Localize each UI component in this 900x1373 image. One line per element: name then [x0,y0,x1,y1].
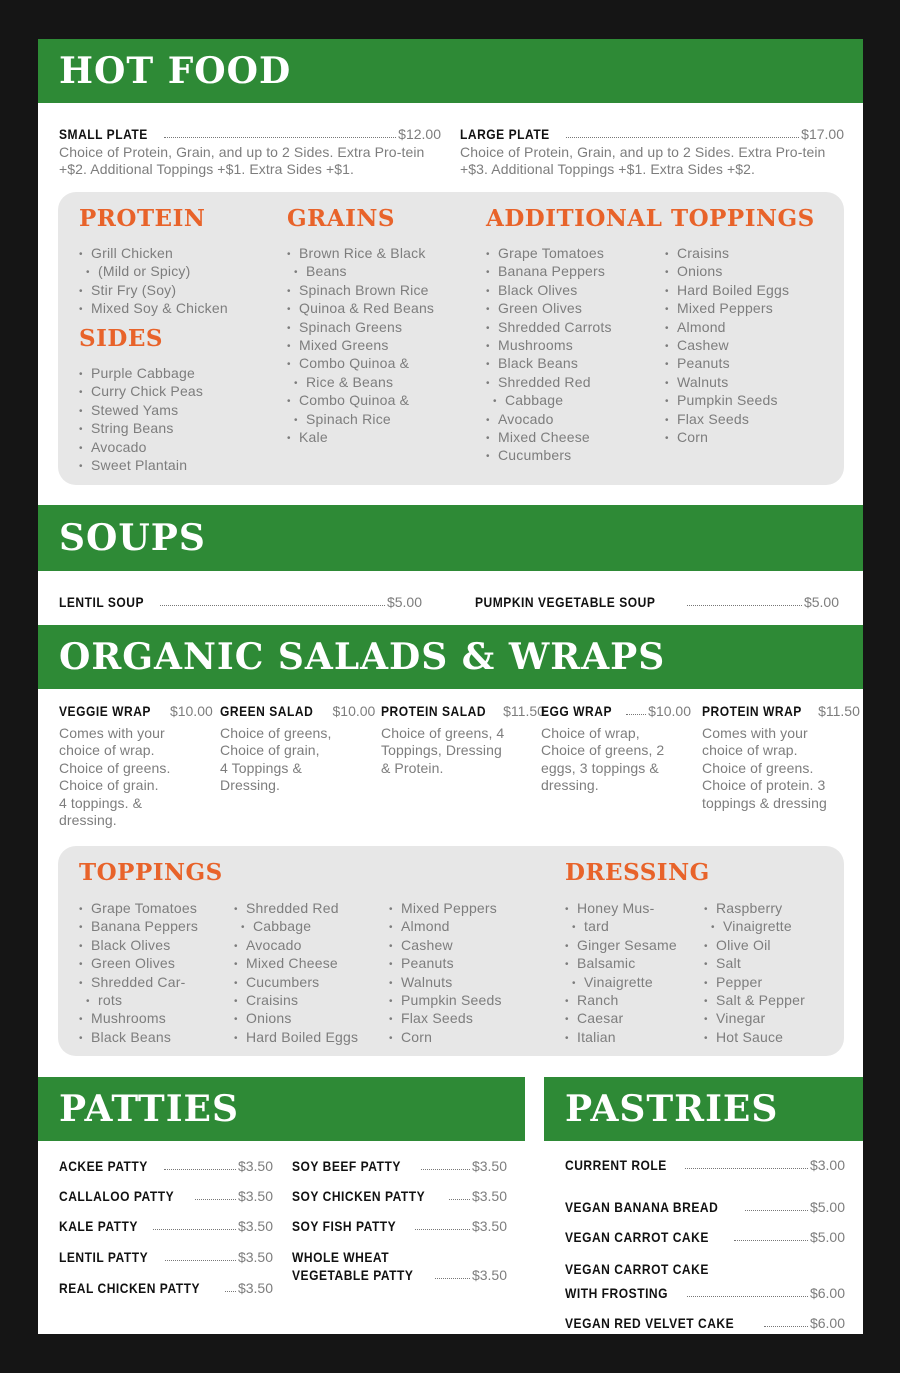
soy-beef-patty [292,1158,507,1174]
list-item: • Onions [665,263,835,281]
patty-name: SOY BEEF PATTY [292,1158,401,1174]
large-plate-price: $17.00 [801,126,844,142]
leader-dots [626,714,647,715]
additional-toppings-list-2 [665,245,835,447]
real-chicken-patty [59,1280,273,1296]
pastry-name: CURRENT ROLE [565,1157,667,1173]
patty-price: $3.50 [237,1158,273,1174]
patty-price: $3.50 [471,1218,507,1234]
list-item: • Hard Boiled Eggs [234,1029,384,1047]
protein-salad-name: PROTEIN SALAD [381,703,487,719]
protein-wrap-desc: Comes with your choice of wrap. Choice of greens. Choice of protein. 3 toppings & dressing [702,725,827,811]
list-item: • Black Olives [486,282,656,300]
whole-wheat-patty-line1 [292,1249,507,1265]
lentil-soup [59,594,422,610]
dressing-list-2 [704,900,839,1047]
list-item: • Cucumbers [486,447,656,465]
vegan-banana-bread [565,1199,845,1215]
list-item: • Italian [565,1029,695,1047]
small-plate-name: SMALL PLATE [59,126,148,142]
leader-dots [685,1168,808,1169]
callaloo-patty [59,1188,273,1204]
list-item: • Shredded Red [486,374,656,392]
pastry-name: VEGAN CARROT CAKE [565,1261,709,1277]
list-item: • Onions [234,1010,384,1028]
patty-name: CALLALOO PATTY [59,1188,175,1204]
list-item: • Avocado [234,937,384,955]
hot-food-title: HOT FOOD [59,50,292,92]
sides-title: SIDES [79,325,163,352]
list-item: • Spinach Rice [287,411,467,429]
leader-dots [164,1169,236,1170]
list-item: • Salt & Pepper [704,992,839,1010]
list-item: • Cabbage [234,918,384,936]
list-item: • Ginger Sesame [565,937,695,955]
list-item: • Salt [704,955,839,973]
list-item: • Shredded Carrots [486,319,656,337]
toppings-list-3 [389,900,539,1047]
soy-fish-patty [292,1218,507,1234]
veggie-wrap [59,703,213,719]
green-salad-desc: Choice of greens, Choice of grain, 4 Toppings & Dressing. [220,725,332,794]
large-plate [460,126,844,142]
leader-dots [734,1240,808,1241]
list-item: • Shredded Car- [79,974,229,992]
additional-toppings-list-1 [486,245,656,466]
list-item: • tard [565,918,695,936]
list-item: • Flax Seeds [665,411,835,429]
list-item: • Avocado [79,439,269,457]
egg-wrap-name: EGG WRAP [541,703,613,719]
leader-dots [195,1199,236,1200]
list-item: • Cucumbers [234,974,384,992]
green-salad-name: GREEN SALAD [220,703,314,719]
list-item: • Green Olives [486,300,656,318]
leader-dots [165,1260,236,1261]
list-item: • Mixed Cheese [234,955,384,973]
leader-dots [415,1229,470,1230]
list-item: • Curry Chick Peas [79,383,269,401]
pastries-title: PASTRIES [565,1088,779,1130]
leader-dots [449,1199,470,1200]
large-plate-desc: Choice of Protein, Grain, and up to 2 Sides. Extra Pro-tein +$3. Additional Toppings +$1. Extra Sides +$2. [460,144,826,178]
leader-dots [566,137,799,138]
patty-name: SOY CHICKEN PATTY [292,1188,426,1204]
patty-name: WHOLE WHEAT [292,1249,390,1265]
list-item: • Flax Seeds [389,1010,539,1028]
leader-dots [164,137,396,138]
list-item: • Corn [389,1029,539,1047]
protein-list [79,245,269,319]
list-item: • rots [79,992,229,1010]
patties-header [38,1077,525,1141]
list-item: • Peanuts [389,955,539,973]
pastry-price: $5.00 [809,1199,845,1215]
list-item: • Walnuts [665,374,835,392]
pastry-name: VEGAN BANANA BREAD [565,1199,719,1215]
list-item: • Olive Oil [704,937,839,955]
list-item: • Pepper [704,974,839,992]
list-item: • Beans [287,263,467,281]
egg-wrap-desc: Choice of wrap, Choice of greens, 2 eggs, 3 toppings & dressing. [541,725,665,794]
pastry-name: WITH FROSTING [565,1285,669,1301]
patty-name: VEGETABLE PATTY [292,1267,414,1283]
pastries-header [544,1077,863,1141]
list-item: • Green Olives [79,955,229,973]
list-item: • Grape Tomatoes [79,900,229,918]
pumpkin-soup-name: PUMPKIN VEGETABLE SOUP [475,594,656,610]
list-item: • Cashew [665,337,835,355]
list-item: • Ranch [565,992,695,1010]
list-item: • Craisins [234,992,384,1010]
list-item: • Grape Tomatoes [486,245,656,263]
ackee-patty [59,1158,273,1174]
list-item: • Almond [665,319,835,337]
toppings-list-1 [79,900,229,1047]
list-item: • Vinaigrette [565,974,695,992]
pastry-name: VEGAN RED VELVET CAKE [565,1315,735,1331]
pastry-price: $3.00 [809,1157,845,1173]
pastry-name: VEGAN CARROT CAKE [565,1229,709,1245]
list-item: • Quinoa & Red Beans [287,300,467,318]
protein-wrap-name: PROTEIN WRAP [702,703,802,719]
list-item: • Almond [389,918,539,936]
protein-salad [381,703,545,719]
list-item: • Brown Rice & Black [287,245,467,263]
toppings-list-2 [234,900,384,1047]
soups-header [38,505,863,571]
vegan-carrot-cake [565,1229,845,1245]
list-item: • String Beans [79,420,269,438]
toppings-title: TOPPINGS [79,859,223,886]
soy-chicken-patty [292,1188,507,1204]
soups-title: SOUPS [59,517,206,559]
protein-salad-desc: Choice of greens, 4 Toppings, Dressing & Protein. [381,725,505,776]
egg-wrap-price: $10.00 [648,703,691,719]
lentil-soup-price: $5.00 [386,594,422,610]
patty-name: SOY FISH PATTY [292,1218,397,1234]
list-item: • Grill Chicken [79,245,269,263]
leader-dots [764,1326,808,1327]
list-item: • Mushrooms [486,337,656,355]
kale-patty [59,1218,273,1234]
list-item: • Walnuts [389,974,539,992]
additional-toppings-title: ADDITIONAL TOPPINGS [486,205,815,232]
leader-dots [160,605,385,606]
current-role [565,1157,845,1173]
veggie-wrap-price: $10.00 [169,703,213,719]
patty-name: LENTIL PATTY [59,1249,149,1265]
pumpkin-soup [475,594,839,610]
pumpkin-soup-price: $5.00 [803,594,839,610]
small-plate-price: $12.00 [398,126,441,142]
list-item: • Vinegar [704,1010,839,1028]
patties-title: PATTIES [59,1088,239,1130]
grains-title: GRAINS [287,205,395,232]
list-item: • Mixed Peppers [389,900,539,918]
vegan-red-velvet-cake [565,1315,845,1331]
protein-salad-price: $11.50 [503,703,545,719]
leader-dots [687,1296,808,1297]
list-item: • Sweet Plantain [79,457,269,475]
patty-price: $3.50 [237,1188,273,1204]
list-item: • Spinach Brown Rice [287,282,467,300]
list-item: • Honey Mus- [565,900,695,918]
list-item: • Hot Sauce [704,1029,839,1047]
list-item: • Cabbage [486,392,656,410]
pastry-price: $6.00 [809,1285,845,1301]
dressing-list-1 [565,900,695,1047]
list-item: • Mixed Greens [287,337,467,355]
lentil-soup-name: LENTIL SOUP [59,594,145,610]
patty-price: $3.50 [237,1218,273,1234]
small-plate-desc: Choice of Protein, Grain, and up to 2 Sides. Extra Pro-tein +$2. Additional Toppings +$1. Extra Sides +$1. [59,144,425,178]
patty-price: $3.50 [237,1280,273,1296]
vegan-carrot-cake-frosting-line1 [565,1261,845,1277]
vegan-carrot-cake-frosting [565,1285,845,1301]
list-item: • Black Beans [79,1029,229,1047]
leader-dots [153,1229,236,1230]
list-item: • Corn [665,429,835,447]
veggie-wrap-desc: Comes with your choice of wrap. Choice of greens. Choice of grain. 4 toppings. & dressing. [59,725,171,829]
list-item: • Hard Boiled Eggs [665,282,835,300]
list-item: • Black Beans [486,355,656,373]
list-item: • Mushrooms [79,1010,229,1028]
lentil-patty [59,1249,273,1265]
list-item: • Black Olives [79,937,229,955]
list-item: • Cashew [389,937,539,955]
dressing-title: DRESSING [565,859,710,886]
egg-wrap [541,703,691,719]
patty-price: $3.50 [237,1249,273,1265]
salads-title: ORGANIC SALADS & WRAPS [59,636,666,678]
list-item: • Balsamic [565,955,695,973]
list-item: • Kale [287,429,467,447]
list-item: • Mixed Peppers [665,300,835,318]
patty-price: $3.50 [471,1158,507,1174]
list-item: • Mixed Soy & Chicken [79,300,269,318]
list-item: • Banana Peppers [486,263,656,281]
patty-name: KALE PATTY [59,1218,138,1234]
list-item: • Caesar [565,1010,695,1028]
protein-wrap-price: $11.50 [818,703,860,719]
leader-dots [745,1210,808,1211]
patty-name: ACKEE PATTY [59,1158,148,1174]
patty-name: REAL CHICKEN PATTY [59,1280,201,1296]
veggie-wrap-name: VEGGIE WRAP [59,703,151,719]
list-item: • Spinach Greens [287,319,467,337]
list-item: • Pumpkin Seeds [389,992,539,1010]
sides-list [79,365,269,475]
list-item: • Stir Fry (Soy) [79,282,269,300]
menu-sheet [38,39,863,1334]
list-item: • (Mild or Spicy) [79,263,269,281]
whole-wheat-patty [292,1267,507,1283]
pastry-price: $5.00 [809,1229,845,1245]
green-salad [220,703,376,719]
list-item: • Raspberry [704,900,839,918]
list-item: • Combo Quinoa & [287,392,467,410]
salads-header [38,625,863,689]
pastry-price: $6.00 [809,1315,845,1331]
leader-dots [687,605,802,606]
hot-food-header [38,39,863,103]
protein-title: PROTEIN [79,205,206,232]
list-item: • Stewed Yams [79,402,269,420]
patty-price: $3.50 [471,1267,507,1283]
list-item: • Combo Quinoa & [287,355,467,373]
small-plate [59,126,441,142]
list-item: • Pumpkin Seeds [665,392,835,410]
patty-price: $3.50 [471,1188,507,1204]
leader-dots [421,1169,470,1170]
list-item: • Craisins [665,245,835,263]
list-item: • Mixed Cheese [486,429,656,447]
protein-wrap [702,703,860,719]
list-item: • Vinaigrette [704,918,839,936]
leader-dots [435,1278,470,1279]
list-item: • Peanuts [665,355,835,373]
list-item: • Purple Cabbage [79,365,269,383]
green-salad-price: $10.00 [332,703,376,719]
large-plate-name: LARGE PLATE [460,126,550,142]
list-item: • Shredded Red [234,900,384,918]
list-item: • Avocado [486,411,656,429]
grains-list [287,245,467,447]
list-item: • Rice & Beans [287,374,467,392]
list-item: • Banana Peppers [79,918,229,936]
leader-dots [225,1291,236,1292]
